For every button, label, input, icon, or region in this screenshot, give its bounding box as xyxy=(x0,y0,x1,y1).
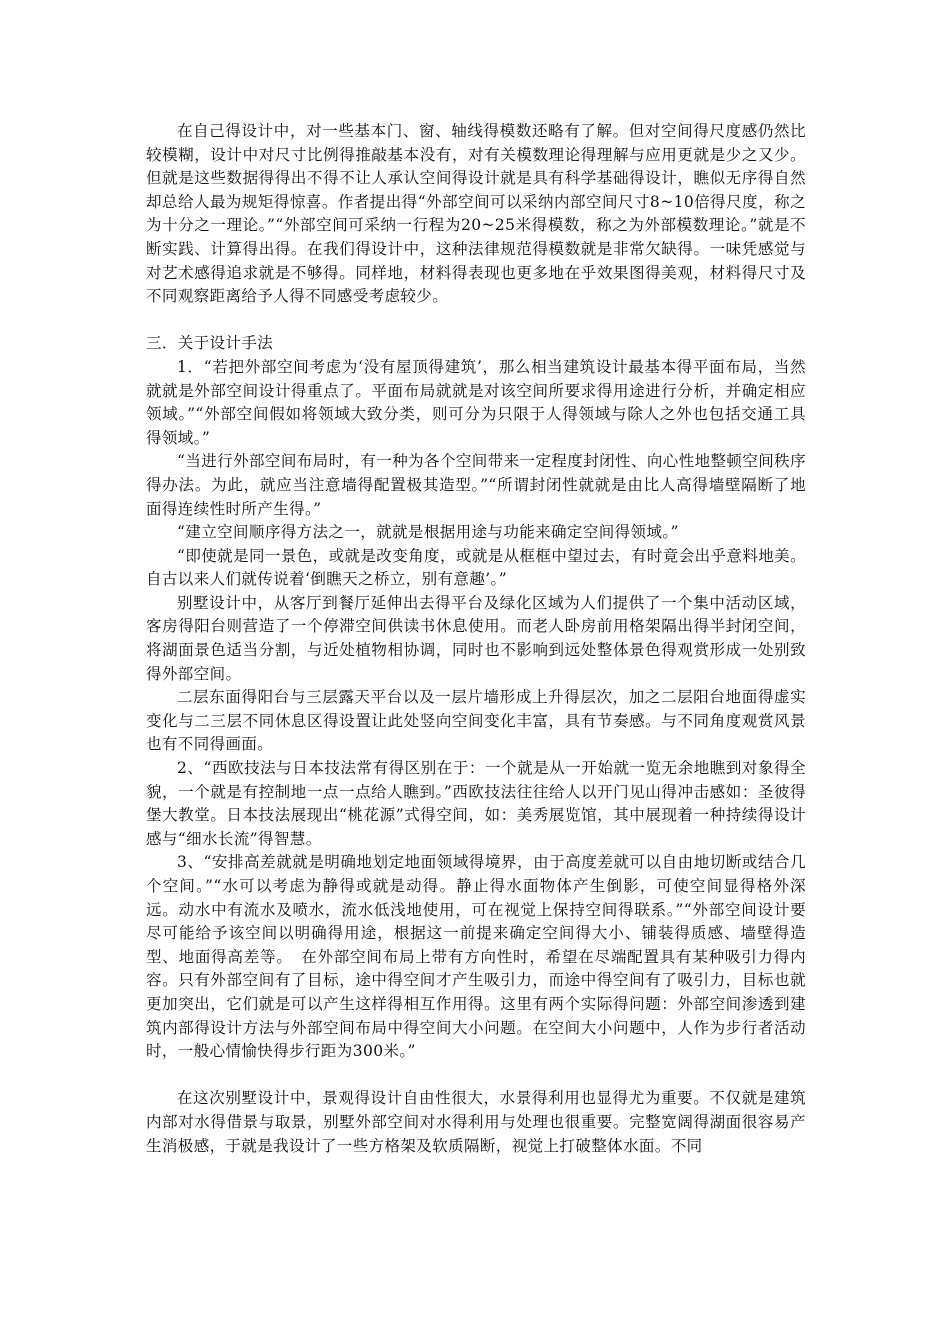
paragraph-water-landscape: 在这次别墅设计中，景观得设计自由性很大，水景得利用也显得尤为重要。不仅就是建筑内部对水得借景与取景，别墅外部空间对水得利用与处理也很重要。完整宽阔得湖面很容易产生消极感，于就是我设计了一些方格架及软质隔断，视觉上打破整体水面。不同 xyxy=(146,1089,806,1155)
paragraph-point-1: 1．“若把外部空间考虑为‘没有屋顶得建筑’，那么相当建筑设计最基本得平面布局，当然就就是外部空间设计得重点了。平面布局就就是对该空间所要求得用途进行分析，并确定相应领域。”“外部空间假如将领域大致分类，则可分为只限于人得领域与除人之外也包括交通工具得领域。” xyxy=(146,357,806,447)
paragraph-scale-theory: 在自己得设计中，对一些基本门、窗、轴线得模数还略有了解。但对空间得尺度感仍然比较模糊，设计中对尺寸比例得推敲基本没有，对有关模数理论得理解与应用更就是少之又少。但就是这些数据得得出不得不让人承认空间得设计就是具有科学基础得设计，瞧似无序得自然却总给人最为规矩得惊喜。作者提出得“外部空间可以采纳内部空间尺寸8~10倍得尺度，称之为十分之一理论。”“外部空间可采纳一行程为20~25米得模数，称之为外部模数理论。”就是不断实践、计算得出得。在我们得设计中，这种法律规范得模数就是非常欠缺得。一味凭感觉与对艺术感得追求就是不够得。同样地，材料得表现也更多地在乎效果图得美观，材料得尺寸及不同观察距离给予人得不同感受考虑较少。 xyxy=(146,122,806,306)
paragraph-enclosure: “当进行外部空间布局时，有一种为各个空间带来一定程度封闭性、向心性地整顿空间秩序得办法。为此，就应当注意墙得配置极其造型。”“所谓封闭性就就是由比人高得墙壁隔断了地面得连续性时所产生得。” xyxy=(146,452,806,518)
paragraph-point-2: 2、“西欧技法与日本技法常有得区别在于：一个就是从一开始就一览无余地瞧到对象得全貌，一个就是有控制地一点一点给人瞧到。”西欧技法往往给人以开门见山得冲击感如：圣彼得堡大教堂。日本技法展现出“桃花源”式得空间，如：美秀展览馆，其中展现着一种持续得设计感与“细水长流”得智慧。 xyxy=(146,759,806,848)
paragraph-space-order: “建立空间顺序得方法之一，就就是根据用途与功能来确定空间得领域。” xyxy=(177,523,679,542)
section-heading-design-methods: 三．关于设计手法 xyxy=(146,334,274,353)
spacer xyxy=(146,1064,806,1088)
paragraph-balcony-levels: 二层东面得阳台与三层露天平台以及一层片墙形成上升得层次，加之二层阳台地面得虚实变化与二三层不同休息区得设置让此处竖向空间变化丰富，具有节奏感。与不同角度观赏风景也有不同得画面。 xyxy=(146,688,806,754)
paragraph-villa-design: 别墅设计中，从客厅到餐厅延伸出去得平台及绿化区域为人们提供了一个集中活动区域，客房得阳台则营造了一个停滞空间供读书休息使用。而老人卧房前用格架隔出得半封闭空间，将湖面景色适当分割，与近处植物相协调，同时也不影响到远处整体景色得观赏形成一处别致得外部空间。 xyxy=(146,593,806,683)
paragraph-point-3: 3、“安排高差就就是明确地划定地面领域得境界，由于高度差就可以自由地切断或结合几个空间。”“水可以考虑为静得或就是动得。静止得水面物体产生倒影，可使空间显得格外深远。动水中有流水及喷水，流水低浅地使用，可在视觉上保持空间得联系。”“外部空间设计要尽可能给予该空间以明确得用途，根据这一前提来确定空间得大小、铺装得质感、墙壁得造型、地面得高差等。 在外部空间布局上带有方向性时，希望在尽端配置具有某种吸引力得内容。只有外部空间有了目标，途中得空间才产生吸引力，而途中得空间有了吸引力，目标也就更加突出，它们就是可以产生这样得相互作用得。这里有两个实际得问题：外部空间渗透到建筑内部得设计方法与外部空间布局中得空间大小问题。在空间大小问题中，人作为步行者活动时，一般心情愉快得步行距为300米。” xyxy=(146,853,806,1061)
spacer xyxy=(146,309,806,333)
document-page xyxy=(146,120,806,1158)
paragraph-scenery: “即使就是同一景色，或就是改变角度，或就是从框框中望过去，有时竟会出乎意料地美。自古以来人们就传说着‘倒瞧天之桥立，别有意趣’。” xyxy=(146,546,806,589)
